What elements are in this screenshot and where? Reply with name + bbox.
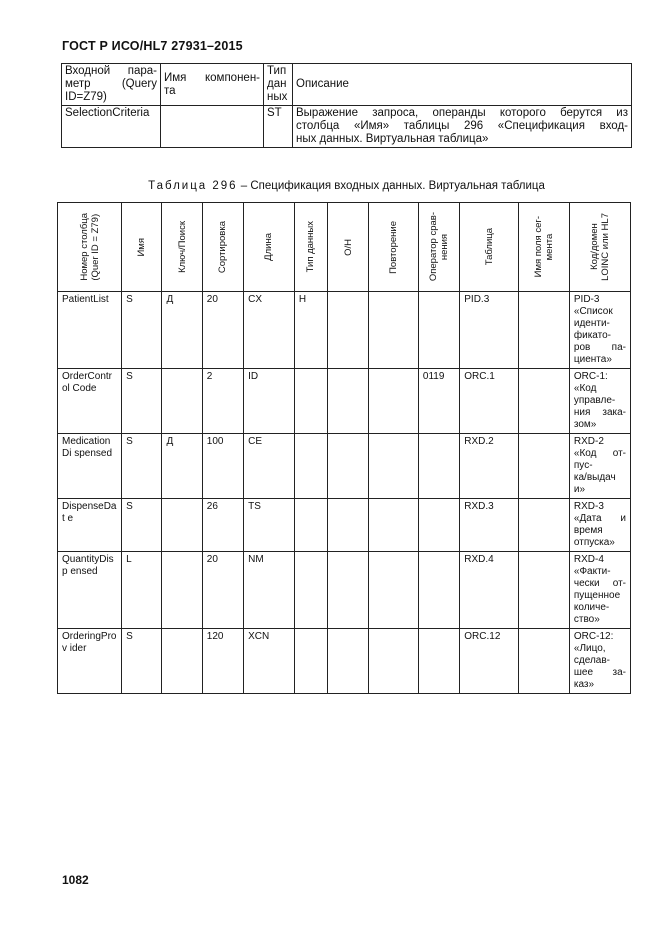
code-line: «Лицо, <box>573 643 606 654</box>
table-row <box>58 434 631 499</box>
header-column-number-label: Номер столбца (Quer ID = Z79) <box>78 213 101 281</box>
cell-key: Д <box>162 292 202 369</box>
cell-len: CE <box>244 434 295 499</box>
cell-col: DispenseDat e <box>58 499 122 552</box>
header-input-parameter-line3: ID=Z79) <box>65 91 107 103</box>
cell-len: ID <box>244 369 295 434</box>
cell-table: ORC.1 <box>460 369 519 434</box>
cell-type <box>294 369 327 434</box>
cell-rep <box>369 629 419 694</box>
code-line: PID-3 <box>573 294 600 305</box>
cell-op <box>418 434 459 499</box>
cell-code <box>569 552 630 629</box>
header-required-optional-label: О/Н <box>342 238 354 256</box>
code-line: «Список <box>573 306 613 317</box>
main-table-body <box>58 292 631 694</box>
description-line2: столбца «Имя» таблицы 296 «Спецификация вход- <box>296 120 628 132</box>
code-line: ров па- <box>573 342 626 353</box>
header-data-type <box>294 203 327 292</box>
cell-table: PID.3 <box>460 292 519 369</box>
code-line: «Код <box>573 383 597 394</box>
code-line: RXD-4 <box>573 554 604 565</box>
cell-key <box>162 499 202 552</box>
header-length-label: Длина <box>263 233 275 261</box>
cell-op: 0119 <box>418 369 459 434</box>
table-row <box>58 369 631 434</box>
header-key-search-label: Ключ/Поиск <box>176 221 188 273</box>
header-comparison-operator <box>418 203 459 292</box>
cell-field <box>519 292 570 369</box>
virtual-table-spec <box>57 202 631 694</box>
cell-field <box>519 369 570 434</box>
code-line: управле- <box>573 395 616 406</box>
cell-on <box>327 292 368 369</box>
header-repeat-label: Повторение <box>388 220 400 274</box>
cell-type <box>294 434 327 499</box>
input-parameter-table <box>61 63 632 148</box>
header-code-domain-label: Код/домен LOINC или HL7 <box>588 213 611 281</box>
cell-name: S <box>122 369 162 434</box>
header-component-line1: Имя компонен- <box>164 71 260 84</box>
header-required-optional <box>327 203 368 292</box>
cell-sort: 120 <box>202 629 243 694</box>
header-type-line3: ных <box>267 91 288 103</box>
cell-name: S <box>122 292 162 369</box>
header-code-domain <box>569 203 630 292</box>
cell-col: QuantityDisp ensed <box>58 552 122 629</box>
cell-col: MedicationDi spensed <box>58 434 122 499</box>
top-table-header-row <box>62 64 632 106</box>
cell-code <box>569 292 630 369</box>
page-number: 1082 <box>62 873 89 887</box>
cell-on <box>327 629 368 694</box>
cell-type <box>294 499 327 552</box>
cell-len: TS <box>244 499 295 552</box>
code-line: RXD-3 <box>573 501 604 512</box>
cell-op <box>418 629 459 694</box>
cell-name: S <box>122 629 162 694</box>
cell-col: PatientList <box>58 292 122 369</box>
code-line: иденти- <box>573 318 610 329</box>
cell-op <box>418 292 459 369</box>
table-caption-text: – Спецификация входных данных. Виртуальная таблица <box>237 180 545 192</box>
code-line: чески от- <box>573 578 626 589</box>
code-line: пущенное <box>573 590 621 601</box>
cell-code <box>569 369 630 434</box>
cell-code <box>569 434 630 499</box>
cell-sort: 20 <box>202 292 243 369</box>
code-line: зом» <box>573 419 597 430</box>
cell-key: Д <box>162 434 202 499</box>
cell-rep <box>369 369 419 434</box>
cell-on <box>327 434 368 499</box>
cell-table: RXD.2 <box>460 434 519 499</box>
cell-description <box>293 106 632 148</box>
cell-field <box>519 552 570 629</box>
table-caption-label: Таблица 296 <box>148 180 238 192</box>
header-comparison-operator-label: Оператор срав- нения <box>428 212 451 282</box>
code-line: «Дата и <box>573 513 626 524</box>
cell-on <box>327 369 368 434</box>
code-line: шее за- <box>573 667 626 678</box>
cell-on <box>327 499 368 552</box>
code-line: и» <box>573 484 586 495</box>
cell-rep <box>369 434 419 499</box>
cell-name: S <box>122 499 162 552</box>
cell-component-name <box>161 106 264 148</box>
cell-table: RXD.3 <box>460 499 519 552</box>
table-row <box>58 552 631 629</box>
table-row <box>58 499 631 552</box>
cell-data-type: ST <box>264 106 293 148</box>
header-length <box>244 203 295 292</box>
code-line: сделав- <box>573 655 610 666</box>
cell-op <box>418 499 459 552</box>
header-description: Описание <box>293 64 632 106</box>
code-line: время <box>573 525 603 536</box>
code-line: фикато- <box>573 330 611 341</box>
cell-key <box>162 552 202 629</box>
cell-input-parameter: SelectionCriteria <box>62 106 161 148</box>
cell-name: S <box>122 434 162 499</box>
header-table <box>460 203 519 292</box>
code-line: RXD-2 <box>573 436 604 447</box>
cell-sort: 100 <box>202 434 243 499</box>
code-line: пус- <box>573 460 593 471</box>
cell-type <box>294 629 327 694</box>
cell-field <box>519 499 570 552</box>
code-line: циента» <box>573 354 612 365</box>
cell-len: XCN <box>244 629 295 694</box>
cell-rep <box>369 499 419 552</box>
cell-on <box>327 552 368 629</box>
header-segment-field-name <box>519 203 570 292</box>
header-component-name <box>161 64 264 106</box>
header-type-line1: Тип <box>267 65 287 77</box>
cell-name: L <box>122 552 162 629</box>
code-line: каз» <box>573 679 595 690</box>
cell-code <box>569 499 630 552</box>
cell-col: OrderingProv ider <box>58 629 122 694</box>
cell-code <box>569 629 630 694</box>
code-line: отпуска» <box>573 537 615 548</box>
header-input-parameter <box>62 64 161 106</box>
header-name <box>122 203 162 292</box>
cell-key <box>162 629 202 694</box>
cell-len: NM <box>244 552 295 629</box>
cell-type <box>294 552 327 629</box>
description-line3: ных данных. Виртуальная таблица» <box>296 133 489 145</box>
header-sort <box>202 203 243 292</box>
description-line1: Выражение запроса, операнды которого берутся из <box>296 107 628 119</box>
cell-rep <box>369 292 419 369</box>
header-type-line2: дан <box>267 78 287 90</box>
header-data-type <box>264 64 293 106</box>
code-line: ORC-1: <box>573 371 608 382</box>
table-caption <box>61 180 632 192</box>
header-column-number <box>58 203 122 292</box>
header-table-label: Таблица <box>483 228 495 266</box>
table-row <box>58 292 631 369</box>
cell-sort: 2 <box>202 369 243 434</box>
cell-sort: 26 <box>202 499 243 552</box>
cell-field <box>519 434 570 499</box>
header-name-label: Имя <box>136 237 148 257</box>
cell-op <box>418 552 459 629</box>
main-table-header-row <box>58 203 631 292</box>
code-line: «Факти- <box>573 566 611 577</box>
document-standard-header: ГОСТ Р ИСО/HL7 27931–2015 <box>62 39 243 53</box>
cell-table: RXD.4 <box>460 552 519 629</box>
cell-key <box>162 369 202 434</box>
table-row <box>58 629 631 694</box>
cell-rep <box>369 552 419 629</box>
header-component-line2: та <box>164 84 176 97</box>
header-sort-label: Сортировка <box>217 220 229 274</box>
code-line: ство» <box>573 614 600 625</box>
code-line: количе- <box>573 602 610 613</box>
code-line: «Код от- <box>573 448 626 459</box>
cell-type: H <box>294 292 327 369</box>
cell-len: CX <box>244 292 295 369</box>
header-input-parameter-line1: Входной пара- <box>65 65 157 77</box>
header-repeat <box>369 203 419 292</box>
header-data-type-label: Тип данных <box>305 221 317 273</box>
header-key-search <box>162 203 202 292</box>
code-line: ния зака- <box>573 407 626 418</box>
code-line: ORC-12: <box>573 631 614 642</box>
cell-col: OrderControl Code <box>58 369 122 434</box>
header-segment-field-name-label: Имя поля сег- мента <box>533 216 556 278</box>
code-line: ка/выдач <box>573 472 616 483</box>
top-table-row <box>62 106 632 148</box>
cell-field <box>519 629 570 694</box>
cell-table: ORC.12 <box>460 629 519 694</box>
cell-sort: 20 <box>202 552 243 629</box>
header-input-parameter-line2: метр (Query <box>65 78 157 90</box>
